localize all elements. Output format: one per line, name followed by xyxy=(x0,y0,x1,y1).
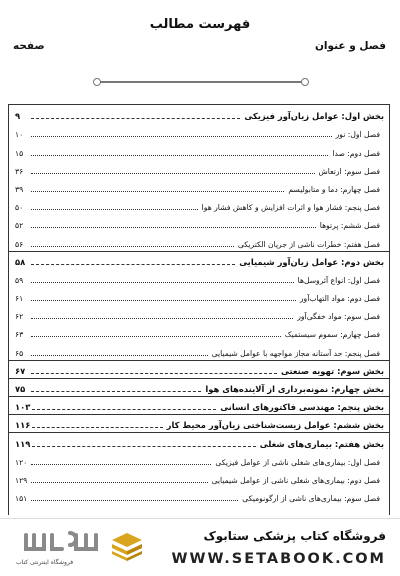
logo-subtitle: فروشگاه اینترنتی کتاب xyxy=(16,559,74,566)
toc-entry-title: فصل سوم: مواد خفگی‌آور xyxy=(297,312,380,322)
toc-entry-page: ۶۳ xyxy=(15,330,24,340)
toc-entry-page: ۱۱۶ xyxy=(15,420,31,431)
toc-entry-title: فصل پنجم: حد آستانه مجاز مواجهه با عوامل شیمیایی xyxy=(211,348,380,358)
toc-entry-title: فصل چهارم: دما و متابولیسم xyxy=(288,184,380,194)
toc-entry-title: بخش ششم: عوامل زیست‌شناختی زیان‌آور محیط کار xyxy=(166,420,384,431)
toc-part-row xyxy=(9,360,389,378)
toc-chapter-row xyxy=(9,469,389,487)
toc-chapter-row xyxy=(9,487,389,505)
dot-leader xyxy=(31,173,315,174)
toc-part-row xyxy=(9,378,389,396)
toc-entry-title: فصل اول: نور xyxy=(335,130,380,140)
dot-leader xyxy=(31,482,208,483)
toc-entry-title: بخش سوم: تهویه صنعتی xyxy=(280,365,384,376)
toc-chapter-row xyxy=(9,178,389,196)
toc-entry-page: ۱۱۹ xyxy=(15,438,31,449)
toc-chapter-row xyxy=(9,123,389,141)
ornament-dot-right xyxy=(301,78,309,86)
toc-entry-page: ۱۰ xyxy=(15,130,24,140)
dot-leader xyxy=(31,264,235,265)
toc-entry-page: ۵۰ xyxy=(15,203,24,213)
toc-entry-page: ۵۹ xyxy=(15,275,24,285)
setabook-logo xyxy=(22,531,104,557)
toc-entry-page: ۱۵ xyxy=(15,148,24,158)
dot-leader xyxy=(31,355,208,356)
toc-entry-title: فصل سوم: ارتعاش xyxy=(318,166,380,176)
dot-leader xyxy=(32,446,255,447)
toc-entry-title: بخش اول: عوامل زیان‌آور فیزیکی xyxy=(244,111,384,122)
toc-entry-title: بخش چهارم: نمونه‌برداری از آلاینده‌های هوا xyxy=(205,384,384,394)
toc-entry-page: ۱۵۱ xyxy=(15,494,28,504)
column-heading-title: فصل و عنوان xyxy=(314,40,386,52)
toc-entry-title: فصل دوم: بیماری‌های شغلی ناشی از عوامل شیمیایی xyxy=(211,475,380,485)
toc-entry-page: ۳۶ xyxy=(15,166,24,176)
toc-entry-title: فصل اول: بیماری‌های شغلی ناشی از عوامل فیزیکی xyxy=(215,457,380,467)
toc-chapter-row xyxy=(9,141,389,159)
dot-leader xyxy=(31,300,296,301)
page-title: فهرست مطالب xyxy=(149,17,251,32)
toc-table xyxy=(8,104,390,515)
dot-leader xyxy=(31,191,284,192)
dot-leader xyxy=(31,209,198,210)
toc-entry-title: فصل اول: انواع آئروسل‌ها xyxy=(297,275,380,285)
toc-entry-title: فصل پنجم: فشار هوا و اثرات افزایش و کاهش فشار هوا xyxy=(201,203,380,213)
toc-chapter-row xyxy=(9,160,389,178)
ornament-divider xyxy=(98,81,306,83)
dot-leader xyxy=(32,409,216,410)
ornament-dot-left xyxy=(93,78,101,86)
toc-entry-page: ۵۲ xyxy=(15,221,24,231)
toc-entry-page: ۵۸ xyxy=(15,256,26,267)
toc-entry-page: ۱۰۳ xyxy=(15,402,31,413)
toc-chapter-row xyxy=(9,341,389,359)
dot-leader xyxy=(31,118,240,119)
dot-leader xyxy=(31,373,277,374)
dot-leader xyxy=(31,227,316,228)
logo-wordmark-icon xyxy=(22,531,104,557)
toc-part-row xyxy=(9,432,389,450)
store-url: WWW.SETABOOK.COM xyxy=(171,551,386,567)
dot-leader xyxy=(31,282,294,283)
dot-leader xyxy=(31,391,201,392)
toc-entry-page: ۱۲۹ xyxy=(15,475,28,485)
toc-chapter-row xyxy=(9,196,389,214)
toc-part-row xyxy=(9,105,389,123)
toc-entry-title: فصل چهارم: سموم سیستمیک xyxy=(284,330,380,340)
dot-leader xyxy=(32,427,162,428)
toc-chapter-row xyxy=(9,214,389,232)
toc-entry-title: فصل دوم: صدا xyxy=(332,148,380,158)
book-logo-icon xyxy=(112,533,142,561)
dot-leader xyxy=(31,136,332,137)
toc-chapter-row xyxy=(9,323,389,341)
toc-entry-page: ۳۹ xyxy=(15,184,24,194)
store-name: فروشگاه کتاب پزشکی ستابوک xyxy=(203,529,386,543)
toc-entry-page: ۹ xyxy=(15,111,21,122)
toc-chapter-row xyxy=(9,232,389,250)
toc-entry-title: بخش هفتم: بیماری‌های شغلی xyxy=(259,438,384,449)
toc-entry-page: ۷۵ xyxy=(15,384,26,394)
toc-entry-title: فصل سوم: بیماری‌های ناشی از ارگونومیکی xyxy=(242,494,380,504)
toc-part-row xyxy=(9,396,389,414)
dot-leader xyxy=(31,500,238,501)
toc-entry-title: فصل هفتم: خطرات ناشی از جریان الکتریکی xyxy=(237,239,380,249)
column-heading-page: صفحه xyxy=(13,40,45,52)
dot-leader xyxy=(31,318,293,319)
watermark-footer xyxy=(0,518,400,576)
toc-entry-page: ۶۵ xyxy=(15,348,24,358)
toc-chapter-row xyxy=(9,451,389,469)
toc-entry-title: فصل دوم: مواد التهاب‌آور xyxy=(299,294,380,304)
dot-leader xyxy=(31,336,281,337)
toc-entry-page: ۶۱ xyxy=(15,294,24,304)
toc-entry-page: ۱۲۰ xyxy=(15,457,28,467)
toc-chapter-row xyxy=(9,287,389,305)
toc-entry-title: بخش پنجم: مهندسی فاکتورهای انسانی xyxy=(220,402,384,413)
toc-entry-title: فصل ششم: پرتوها xyxy=(319,221,380,231)
toc-part-row xyxy=(9,414,389,432)
toc-entry-page: ۵۶ xyxy=(15,239,24,249)
dot-leader xyxy=(31,464,211,465)
toc-entry-title: بخش دوم: عوامل زیان‌آور شیمیایی xyxy=(239,256,384,267)
toc-part-row xyxy=(9,251,389,269)
toc-entry-page: ۶۷ xyxy=(15,365,26,376)
dot-leader xyxy=(31,246,234,247)
toc-chapter-row xyxy=(9,305,389,323)
toc-entry-page: ۶۲ xyxy=(15,312,24,322)
toc-chapter-row xyxy=(9,269,389,287)
dot-leader xyxy=(31,155,328,156)
